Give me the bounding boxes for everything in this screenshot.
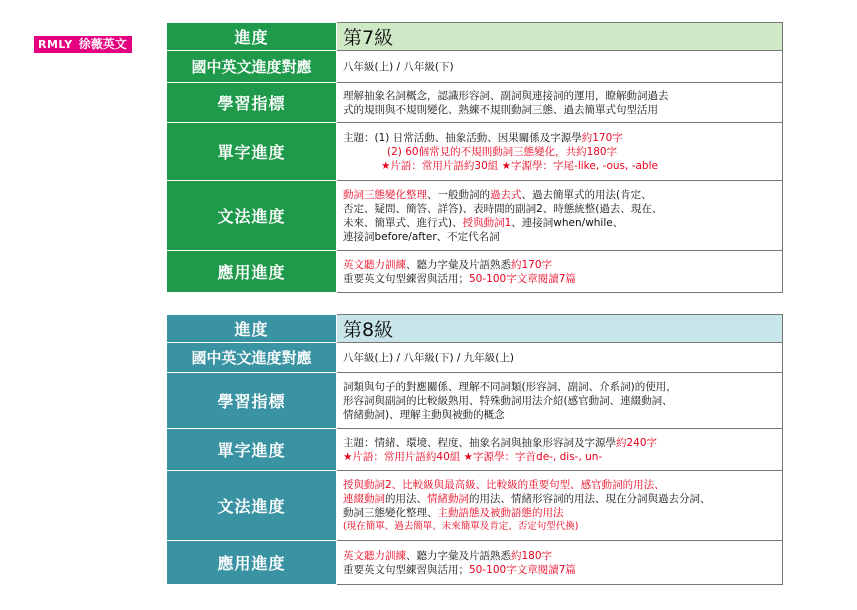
goal-label: 學習指標	[167, 83, 337, 123]
vocab-text	[337, 429, 783, 471]
vocab-phrases: ★片語：常用片語約30組 ★字源學：字尾-like, -ous, -able	[381, 159, 658, 172]
mapping-label: 國中英文進度對應	[167, 51, 337, 83]
apply-highlight: 英文聽力訓練	[343, 549, 406, 562]
apply-label: 應用進度	[167, 541, 337, 585]
grade-mapping: 八年級(上) / 八年級(下) / 九年級(上)	[337, 343, 783, 373]
brand-tag: RMLY	[34, 36, 77, 53]
progress-label: 進度	[167, 315, 337, 343]
grammar-text-part: 、過去簡單式的用法(肯定、	[521, 188, 652, 201]
grammar-highlight: 動詞三態變化整理	[343, 188, 427, 201]
goal-line: 理解抽象名詞概念，認識形容詞、副詞與連接詞的運用，瞭解動詞過去	[343, 89, 669, 102]
grammar-text-part: 未來、簡單式、進行式)、	[343, 216, 463, 229]
vocab-topic: 主題：(1) 日常活動、抽象活動、因果關係及字源學	[343, 131, 582, 144]
level8-table	[166, 314, 783, 585]
grammar-text-part: 的用法、	[385, 492, 427, 505]
apply-highlight: 約180字	[511, 549, 553, 562]
goal-line: 情緒動詞)、理解主動與被動的概念	[343, 408, 505, 421]
grammar-text-part: 、連接詞when/while、	[511, 216, 624, 229]
vocab-count: 約170字	[581, 131, 623, 144]
grammar-highlight: 授與動詞1	[462, 216, 512, 229]
vocab-label: 單字進度	[167, 123, 337, 181]
apply-highlight: 英文聽力訓練	[343, 258, 406, 271]
grammar-text-part: 、一般動詞的	[427, 188, 490, 201]
grammar-note: (現在簡單、過去簡單、未來簡單及肯定、否定句型代換)	[343, 520, 579, 532]
grammar-label: 文法進度	[167, 181, 337, 251]
mapping-label: 國中英文進度對應	[167, 343, 337, 373]
brand-logo	[34, 36, 132, 53]
vocab-label: 單字進度	[167, 429, 337, 471]
grade-mapping: 八年級(上) / 八年級(下)	[337, 51, 783, 83]
apply-highlight: 50-100字文章閱讀7篇	[469, 272, 576, 285]
apply-text	[337, 541, 783, 585]
level-title: 第8級	[337, 315, 783, 343]
grammar-line: 否定、疑問、簡答、詳答)、表時間的副詞2、時態統整(過去、現在、	[343, 202, 663, 215]
grammar-label: 文法進度	[167, 471, 337, 541]
apply-text-part: 重要英文句型練習與活用；	[343, 272, 469, 285]
vocab-count: 約240字	[616, 436, 658, 449]
grammar-highlight: 過去式	[490, 188, 522, 201]
apply-text-part: 、聽力字彙及片語熟悉	[406, 549, 511, 562]
vocab-topic: 主題：情緒、環境、程度、抽象名詞與抽象形容詞及字源學	[343, 436, 616, 449]
goal-line: 式的規則與不規則變化、熟練不規則動詞三態、過去簡單式句型活用	[343, 103, 658, 116]
grammar-highlight: 情緒動詞	[427, 492, 469, 505]
vocab-text	[337, 123, 783, 181]
grammar-highlight: 連綴動詞	[343, 492, 385, 505]
apply-text-part: 、聽力字彙及片語熟悉	[406, 258, 511, 271]
grammar-text	[337, 181, 783, 251]
apply-text-part: 重要英文句型練習與活用；	[343, 563, 469, 576]
goal-label: 學習指標	[167, 373, 337, 429]
goal-text	[337, 83, 783, 123]
apply-label: 應用進度	[167, 251, 337, 293]
level7-table	[166, 22, 783, 293]
grammar-text-part: 動詞三態變化整理、	[343, 506, 438, 519]
goal-line: 形容詞與副詞的比較級熟用、特殊動詞用法介紹(感官動詞、連綴動詞、	[343, 394, 673, 407]
brand-name: 徐薇英文	[77, 36, 132, 53]
apply-highlight: 50-100字文章閱讀7篇	[469, 563, 576, 576]
grammar-line: 連接詞before/after、不定代名詞	[343, 230, 500, 243]
goal-line: 詞類與句子的對應關係、理解不同詞類(形容詞、副詞、介系詞)的使用，	[343, 380, 677, 393]
vocab-phrases: ★片語：常用片語約40組 ★字源學：字首de-, dis-, un-	[343, 450, 603, 463]
progress-label: 進度	[167, 23, 337, 51]
apply-text	[337, 251, 783, 293]
grammar-line: 授與動詞2、比較級與最高級、比較級的重要句型、感官動詞的用法、	[343, 478, 665, 491]
grammar-text-part: 的用法、情緒形容詞的用法、現在分詞與過去分詞、	[469, 492, 711, 505]
grammar-highlight: 主動語態及被動語態的用法	[437, 506, 564, 519]
grammar-text	[337, 471, 783, 541]
goal-text	[337, 373, 783, 429]
level-title: 第7級	[337, 23, 783, 51]
apply-highlight: 約170字	[511, 258, 553, 271]
vocab-irregular: (2) 60個常見的不規則動詞三態變化，共約180字	[387, 145, 618, 158]
